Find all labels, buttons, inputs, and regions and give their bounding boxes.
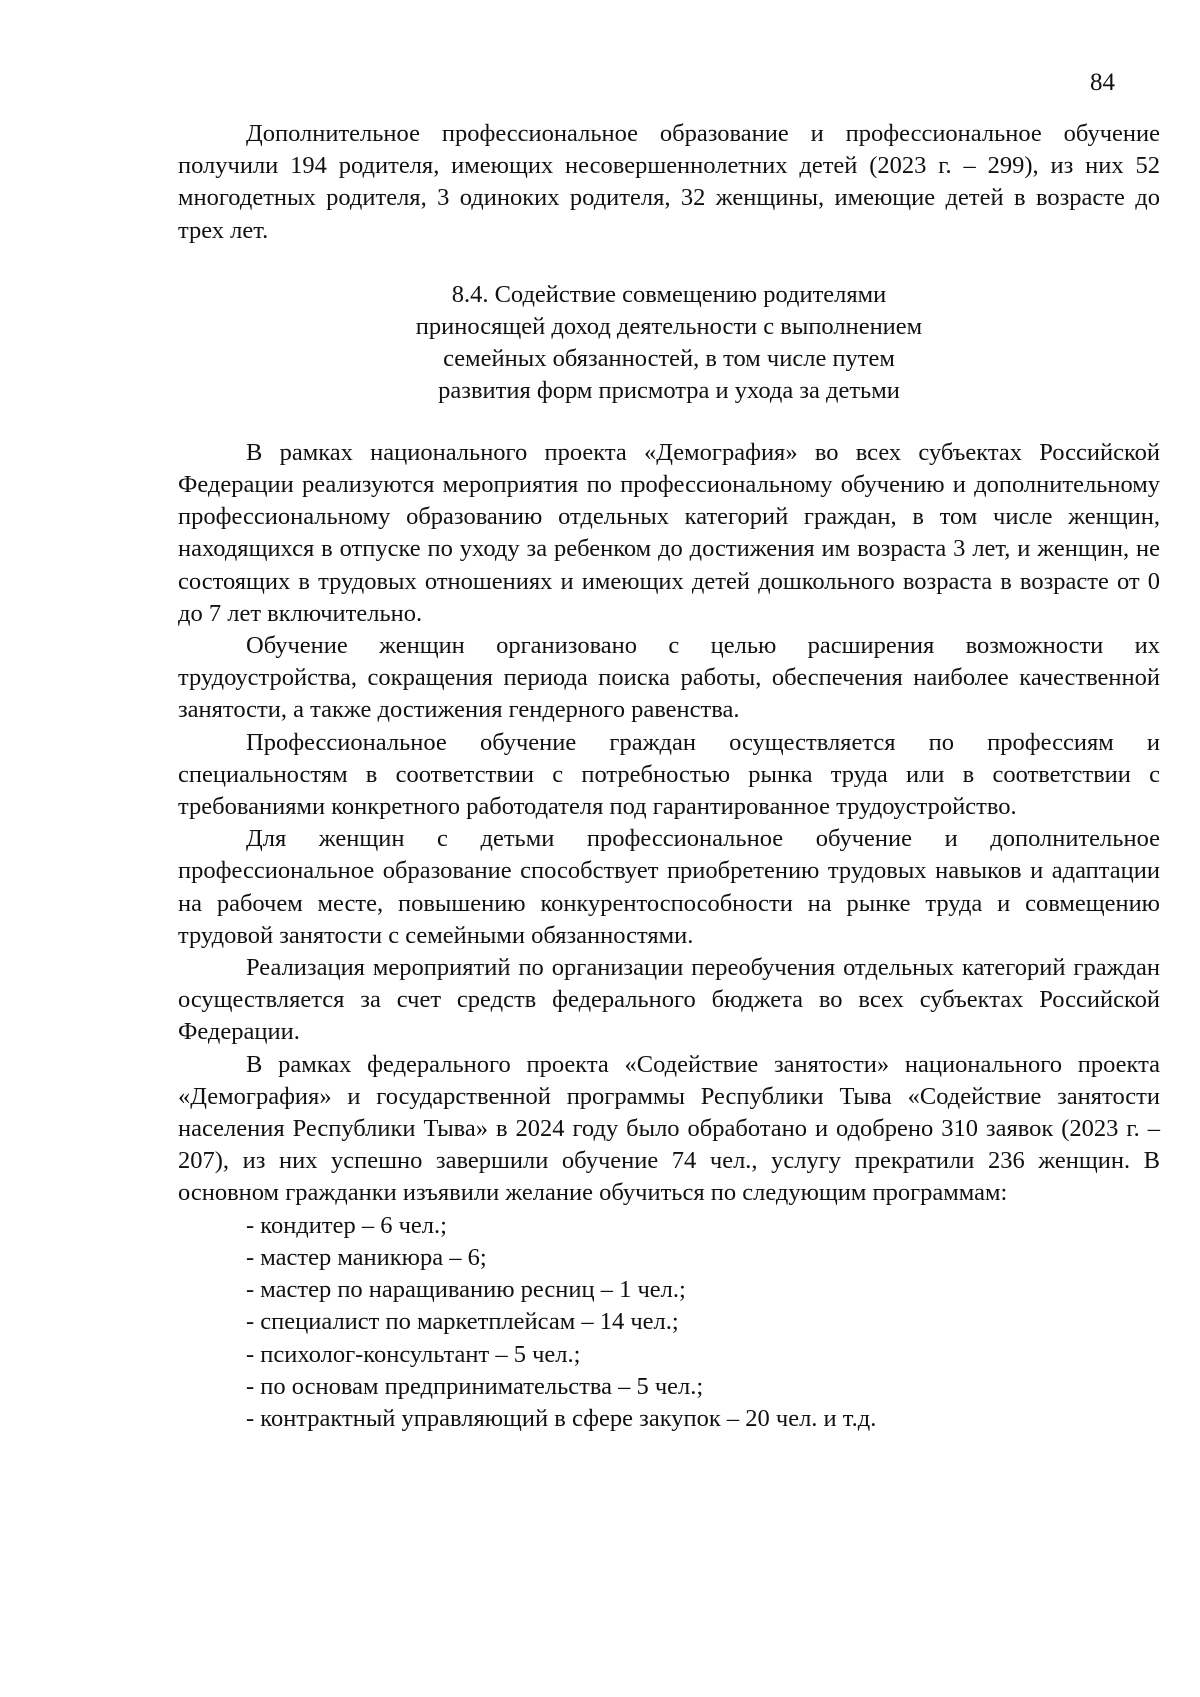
programs-list bbox=[178, 1210, 1160, 1435]
list-item: - специалист по маркетплейсам – 14 чел.; bbox=[246, 1308, 679, 1336]
body-paragraph: В рамках федерального проекта «Содействие занятости» национального проекта «Демография» и государственной программы Республики Тыва «Содействие занятости населения Республики Тыва» в 2024 году было обработано и одобрено 310 заявок (2023 г. – 207), из них успешно завершили обучение 74 чел., услугу прекратили 236 женщин. В основном гражданки изъявили желание обучиться по следующим программам: bbox=[178, 1050, 1160, 1207]
page-number: 84 bbox=[1090, 69, 1115, 96]
body-paragraph: Профессиональное обучение граждан осуществляется по профессиям и специальностям в соответствии с потребностью рынка труда или в соответствии с требованиями конкретного работодателя под гарантированное трудоустройство. bbox=[178, 728, 1160, 821]
list-item: - по основам предпринимательства – 5 чел.; bbox=[246, 1372, 704, 1400]
list-item: - контрактный управляющий в сфере закупок – 20 чел. и т.д. bbox=[246, 1404, 877, 1432]
body-paragraph: Реализация мероприятий по организации переобучения отдельных категорий граждан осуществляется за счет средств федерального бюджета во всех субъектах Российской Федерации. bbox=[178, 954, 1160, 1046]
section-heading bbox=[178, 279, 1160, 407]
body-paragraph: В рамках национального проекта «Демография» во всех субъектах Российской Федерации реализуются мероприятия по профессиональному обучению и дополнительному профессиональному образованию отдельных категорий граждан, в том числе женщин, находящихся в отпуске по уходу за ребенком до достижения им возраста 3 лет, и женщин, не состоящих в трудовых отношениях и имеющих детей дошкольного возраста в возрасте от 0 до 7 лет включительно. bbox=[178, 438, 1160, 627]
body-paragraph: Для женщин с детьми профессиональное обучение и дополнительное профессиональное образование способствует приобретению трудовых навыков и адаптации на рабочем месте, повышению конкурентоспособности на рынке труда и совмещению трудовой занятости с семейными обязанностями. bbox=[178, 825, 1160, 949]
list-item: - мастер по наращиванию ресниц – 1 чел.; bbox=[246, 1276, 686, 1304]
list-item: - мастер маникюра – 6; bbox=[246, 1243, 487, 1271]
body-paragraph: Обучение женщин организовано с целью расширения возможности их трудоустройства, сокращения периода поиска работы, обеспечения наиболее качественной занятости, а также достижения гендерного равенства. bbox=[178, 632, 1160, 724]
section-heading-line: семейных обязанностей, в том числе путем bbox=[443, 344, 895, 372]
section-heading-line: развития форм присмотра и ухода за детьми bbox=[438, 376, 900, 404]
section-heading-line: приносящей доход деятельности с выполнением bbox=[415, 312, 923, 340]
section-heading-line: 8.4. Содействие совмещению родителями bbox=[451, 280, 887, 308]
list-item: - кондитер – 6 чел.; bbox=[246, 1211, 447, 1239]
document-body bbox=[178, 118, 1160, 1435]
list-item: - психолог-консультант – 5 чел.; bbox=[246, 1340, 581, 1368]
intro-paragraph: Дополнительное профессиональное образование и профессиональное обучение получили 194 родителя, имеющих несовершеннолетних детей (2023 г. – 299), из них 52 многодетных родителя, 3 одиноких родителя, 32 женщины, имеющие детей в возрасте до трех лет. bbox=[178, 120, 1160, 244]
